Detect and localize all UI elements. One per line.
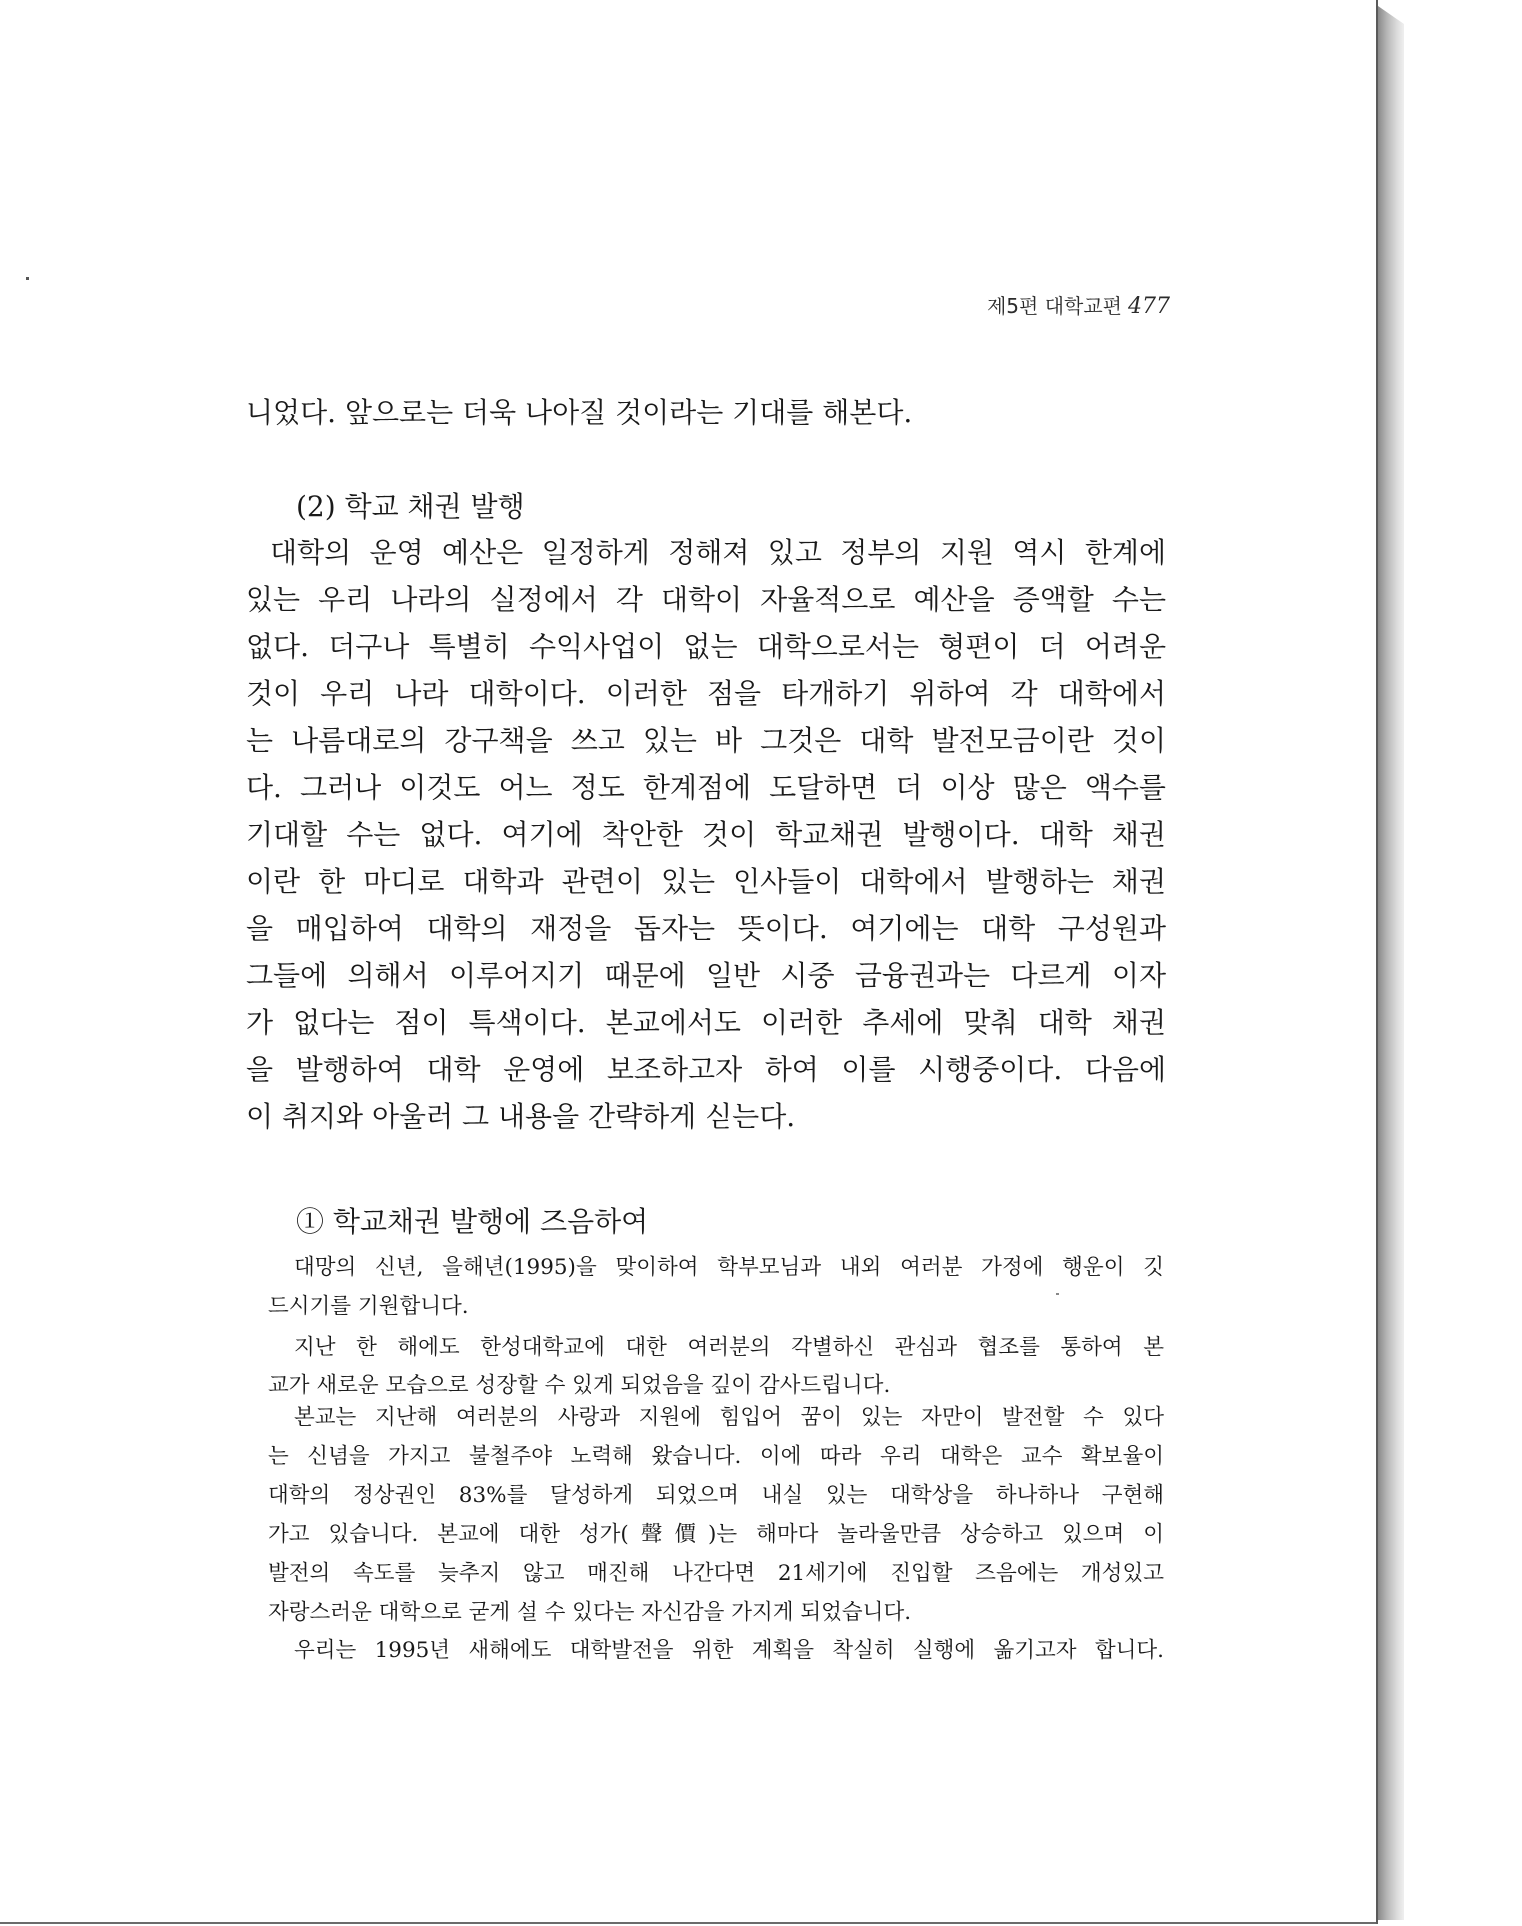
letter-line: 우리는 1995년 새해에도 대학발전을 위한 계획을 착실히 실행에 옮기고자 합니다. xyxy=(294,1638,1164,1663)
body-line: 을 매입하여 대학의 재정을 돕자는 뜻이다. 여기에는 대학 구성원과 xyxy=(246,912,1166,945)
body-line: 다. 그러나 이것도 어느 정도 한계점에 도달하면 더 이상 많은 액수를 xyxy=(246,771,1166,804)
body-line: 을 발행하여 대학 운영에 보조하고자 하여 이를 시행중이다. 다음에 xyxy=(246,1053,1166,1086)
body-line: 그들에 의해서 이루어지기 때문에 일반 시중 금융권과는 다르게 이자 xyxy=(246,959,1166,992)
letter-line: 가고 있습니다. 본교에 대한 성가(聲價)는 해마다 놀라울만큼 상승하고 있으며 이 xyxy=(268,1522,1164,1547)
body-line: 이 취지와 아울러 그 내용을 간략하게 싣는다. xyxy=(246,1100,796,1133)
letter-line: 지난 한 해에도 한성대학교에 대한 여러분의 각별하신 관심과 협조를 통하여 본 xyxy=(294,1335,1164,1360)
body-line: 없다. 더구나 특별히 수익사업이 없는 대학으로서는 형편이 더 어려운 xyxy=(246,630,1166,663)
letter-line: 교가 새로운 모습으로 성장할 수 있게 되었음을 깊이 감사드립니다. xyxy=(268,1373,891,1398)
body-line: 는 나름대로의 강구책을 쓰고 있는 바 그것은 대학 발전모금이란 것이 xyxy=(246,724,1166,757)
letter-line: 자랑스러운 대학으로 굳게 설 수 있다는 자신감을 가지게 되었습니다. xyxy=(268,1600,912,1625)
page-shadow xyxy=(1378,6,1404,1920)
subsection-heading-bond-issue: ① 학교채권 발행에 즈음하여 xyxy=(296,1205,649,1238)
letter-line: 대망의 신년, 을해년(1995)을 맞이하여 학부모님과 내외 여러분 가정에 행운이 깃 xyxy=(294,1255,1164,1280)
scan-speck xyxy=(26,277,29,280)
body-line: 이란 한 마디로 대학과 관련이 있는 인사들이 대학에서 발행하는 채권 xyxy=(246,865,1166,898)
body-line: 가 없다는 점이 특색이다. 본교에서도 이러한 추세에 맞춰 대학 채권 xyxy=(246,1006,1166,1039)
running-head-section: 제5편 대학교편 xyxy=(986,294,1122,318)
body-line: 있는 우리 나라의 실정에서 각 대학이 자율적으로 예산을 증액할 수는 xyxy=(246,583,1166,616)
body-line: 대학의 운영 예산은 일정하게 정해져 있고 정부의 지원 역시 한계에 xyxy=(270,536,1166,569)
body-line: 것이 우리 나라 대학이다. 이러한 점을 타개하기 위하여 각 대학에서 xyxy=(246,677,1166,710)
body-line: 기대할 수는 없다. 여기에 착안한 것이 학교채권 발행이다. 대학 채권 xyxy=(246,818,1166,851)
running-head xyxy=(900,290,1170,319)
section-heading-school-bond: (2) 학교 채권 발행 xyxy=(296,490,525,523)
letter-line: 드시기를 기원합니다. xyxy=(268,1294,469,1319)
letter-line: 본교는 지난해 여러분의 사랑과 지원에 힘입어 꿈이 있는 자만이 발전할 수 있다 xyxy=(294,1405,1164,1430)
continuation-line: 니었다. 앞으로는 더욱 나아질 것이라는 기대를 해본다. xyxy=(246,396,913,429)
letter-line: 는 신념을 가지고 불철주야 노력해 왔습니다. 이에 따라 우리 대학은 교수 확보율이 xyxy=(268,1444,1164,1469)
page-number: 477 xyxy=(1128,294,1170,319)
letter-line: 대학의 정상권인 83%를 달성하게 되었으며 내실 있는 대학상을 하나하나 구현해 xyxy=(268,1483,1164,1508)
letter-line: 발전의 속도를 늦추지 않고 매진해 나간다면 21세기에 진입할 즈음에는 개성있고 xyxy=(268,1561,1164,1586)
page-edge xyxy=(1376,0,1378,1924)
